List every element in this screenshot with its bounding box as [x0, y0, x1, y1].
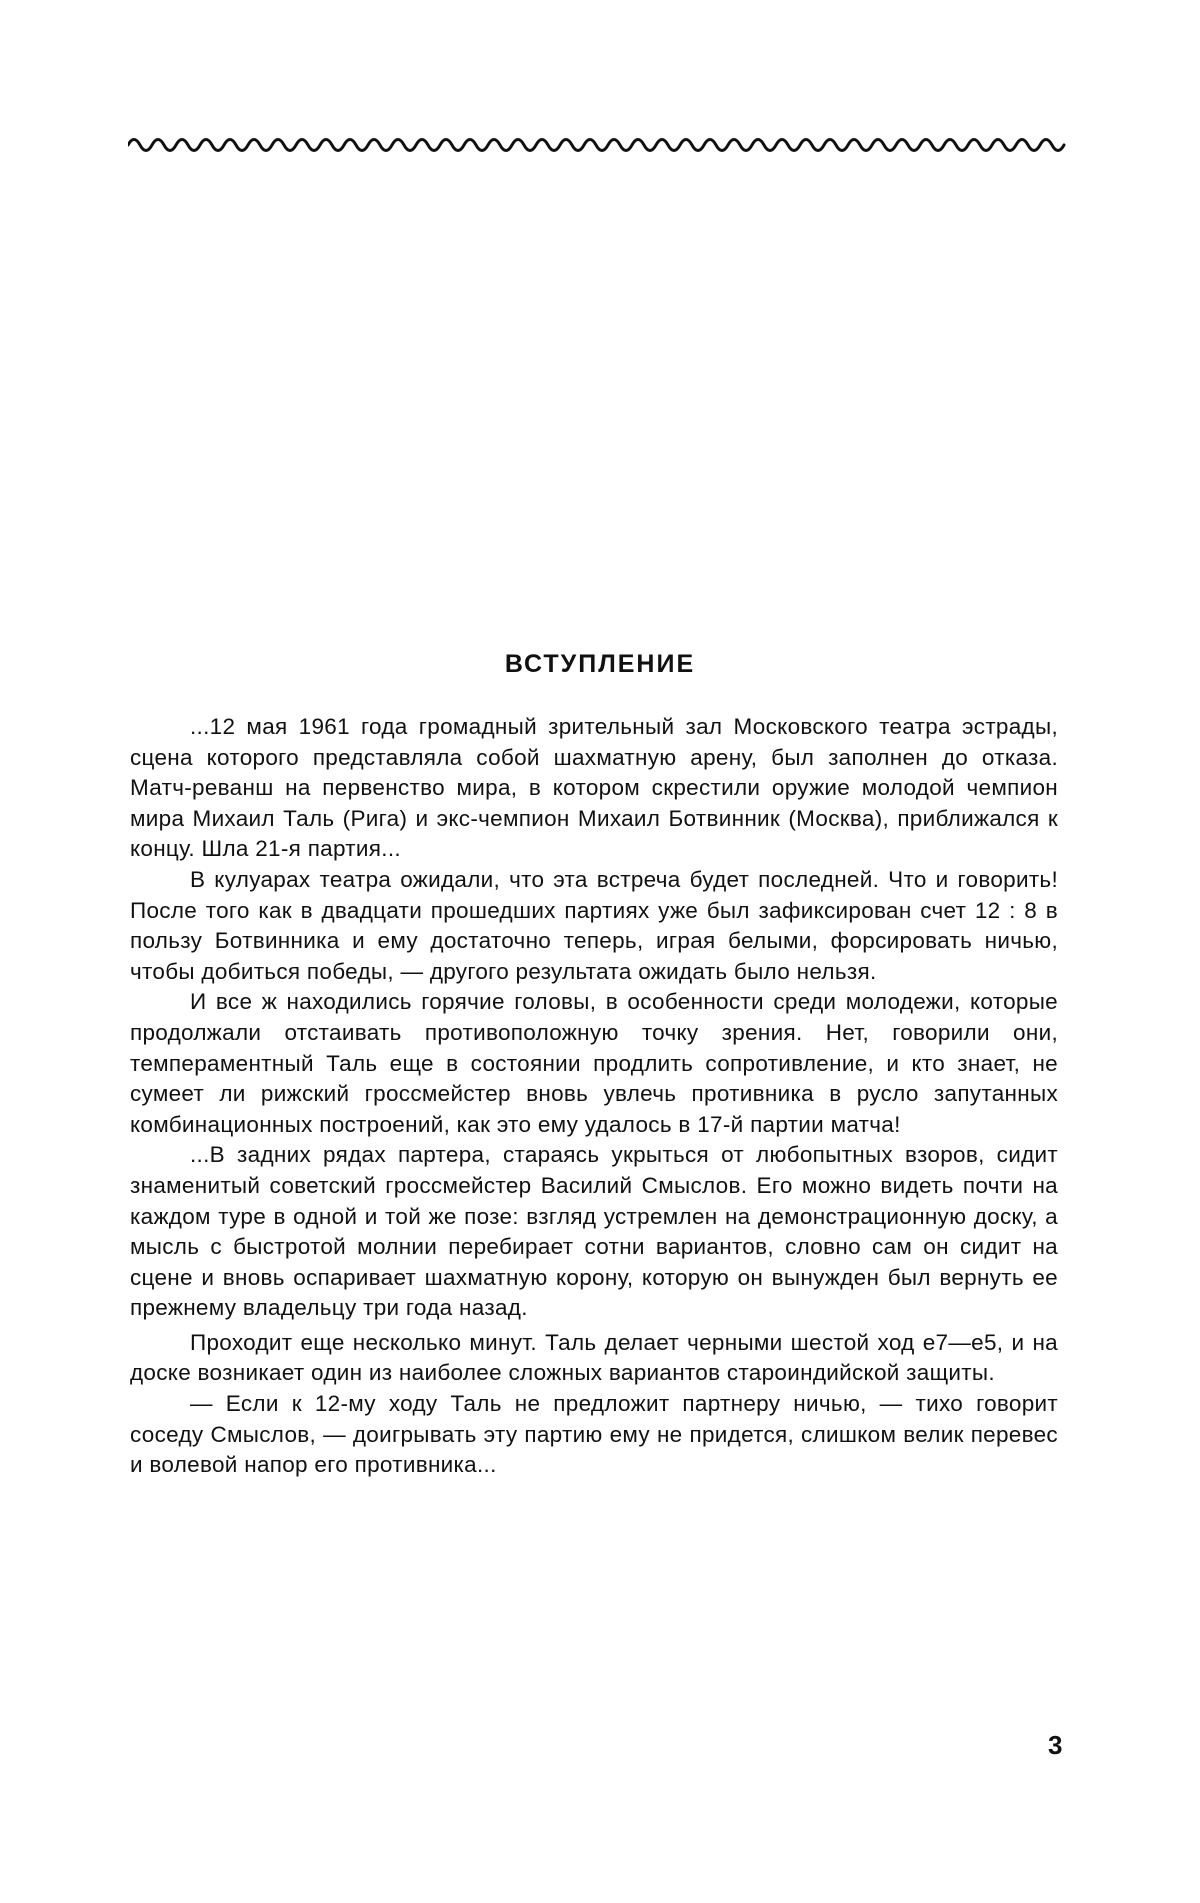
chapter-heading: ВСТУПЛЕНИЕ: [0, 650, 1200, 679]
paragraph: В кулуарах театра ожидали, что эта встреча будет последней. Что и говорить! После того как в двадцати прошедших партиях уже был зафиксирован счет 12 : 8 в пользу Ботвинника и ему достаточно теперь, играя белыми, форсировать ничью, чтобы добиться победы, — другого результата ожидать было нельзя.: [130, 865, 1058, 987]
paragraph: ...В задних рядах партера, стараясь укрыться от любопытных взоров, сидит знаменитый советский гроссмейстер Василий Смыслов. Его можно видеть почти на каждом туре в одной и той же позе: взгляд устремлен на демонстрационную доску, а мысль с быстротой молнии перебирает сотни вариантов, словно сам он сидит на сцене и вновь оспаривает шахматную корону, которую он вынужден был вернуть ее прежнему владельцу три года назад.: [130, 1140, 1058, 1324]
paragraph: ...12 мая 1961 года громадный зрительный зал Московского театра эстрады, сцена которого представляла собой шахматную арену, был заполнен до отказа. Матч-реванш на первенство мира, в котором скрестили оружие молодой чемпион мира Михаил Таль (Рига) и экс-чемпион Михаил Ботвинник (Москва), приближался к концу. Шла 21-я партия...: [130, 712, 1058, 865]
paragraph: И все ж находились горячие головы, в особенности среди молодежи, которые продолжали отстаивать противоположную точку зрения. Нет, говорили они, темпераментный Таль еще в состоянии продлить сопротивление, и кто знает, не сумеет ли рижский гроссмейстер вновь увлечь противника в русло запутанных комбинационных построений, как это ему удалось в 17-й партии матча!: [130, 987, 1058, 1140]
page-number: 3: [1048, 1730, 1062, 1761]
paragraph: Проходит еще несколько минут. Таль делает черными шестой ход е7—е5, и на доске возникает один из наиболее сложных вариантов староиндийской защиты.: [130, 1328, 1058, 1389]
book-page: [0, 0, 1200, 1903]
body-text: [130, 712, 1058, 1481]
wavy-ornament-divider: [128, 130, 1068, 160]
paragraph: — Если к 12-му ходу Таль не предложит партнеру ничью, — тихо говорит соседу Смыслов, — доигрывать эту партию ему не придется, слишком велик перевес и волевой напор его противника...: [130, 1389, 1058, 1481]
